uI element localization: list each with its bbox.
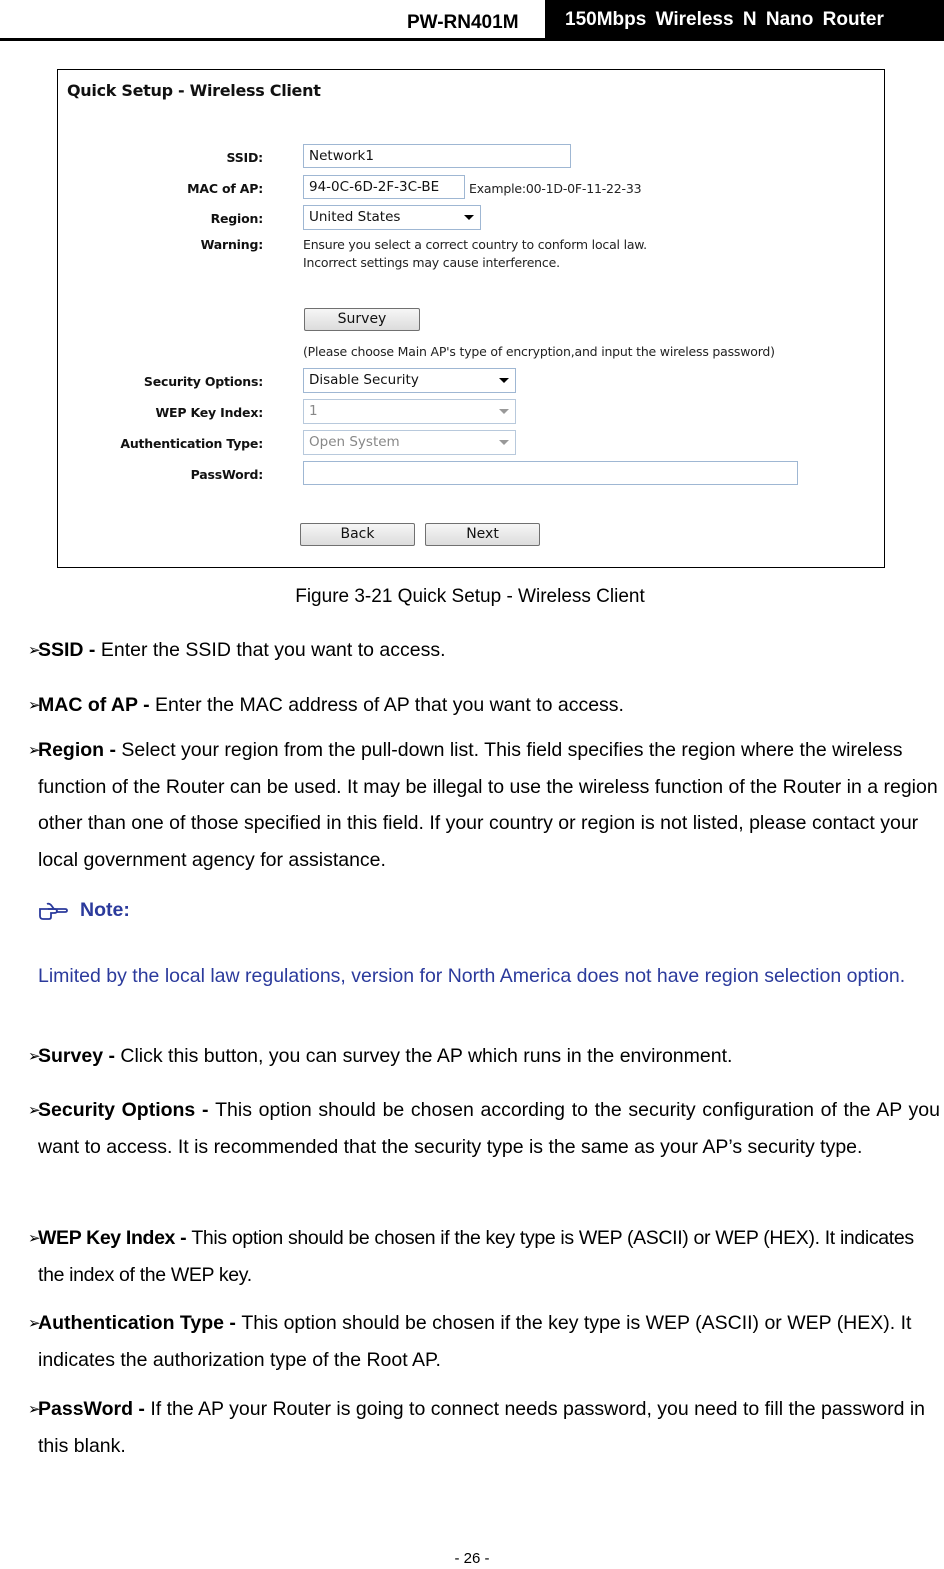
survey-button[interactable]: Survey: [304, 308, 420, 331]
pointing-hand-icon: [38, 902, 68, 920]
mac-example: Example:00-1D-0F-11-22-33: [469, 181, 642, 196]
mac-label: MAC of AP:: [187, 181, 263, 196]
note-heading: [38, 899, 130, 922]
note-label: Note:: [80, 899, 130, 921]
item-term: PassWord -: [38, 1398, 151, 1420]
screenshot-title: Quick Setup - Wireless Client: [67, 81, 321, 100]
item-text: Click this button, you can survey the AP which runs in the environment.: [120, 1045, 733, 1067]
mac-input[interactable]: 94-0C-6D-2F-3C-BE: [303, 175, 465, 199]
item-term: Authentication Type -: [38, 1312, 242, 1334]
item-text: If the AP your Router is going to connect needs password, you need to fill the password in this blank.: [38, 1398, 926, 1457]
page-number: - 26 -: [454, 1550, 490, 1567]
bullet-icon: ➢: [28, 1315, 41, 1332]
ssid-input[interactable]: Network1: [303, 144, 571, 168]
next-button[interactable]: Next: [425, 523, 540, 546]
product-title: 150Mbps Wireless N Nano Router: [545, 0, 944, 40]
password-label: PassWord:: [190, 467, 263, 482]
item-authentication-type: [38, 1305, 933, 1378]
item-mac: [38, 687, 940, 724]
bullet-icon: ➢: [28, 642, 41, 659]
warning-line-2: Incorrect settings may cause interference.: [303, 255, 560, 270]
bullet-icon: ➢: [28, 697, 41, 714]
region-value: United States: [309, 209, 401, 225]
figure-caption: Figure 3-21 Quick Setup - Wireless Client: [295, 586, 645, 607]
bullet-icon: ➢: [28, 1048, 41, 1065]
bullet-icon: ➢: [28, 1401, 41, 1418]
chevron-down-icon: [499, 409, 509, 414]
password-input[interactable]: [303, 461, 798, 485]
item-ssid: [38, 632, 940, 669]
security-options-value: Disable Security: [309, 372, 419, 388]
item-password: [38, 1391, 936, 1464]
note-text: Limited by the local law regulations, version for North America does not have region selection option.: [38, 965, 906, 987]
item-term: SSID -: [38, 639, 101, 661]
chevron-down-icon: [499, 440, 509, 445]
page-header: [0, 0, 944, 42]
survey-hint: (Please choose Main AP's type of encryption,and input the wireless password): [303, 344, 775, 359]
region-select[interactable]: [303, 205, 481, 230]
bullet-icon: ➢: [28, 1102, 41, 1119]
bullet-icon: ➢: [28, 1230, 41, 1247]
item-survey: [38, 1038, 940, 1075]
item-term: WEP Key Index -: [38, 1227, 192, 1249]
wep-key-index-value: 1: [309, 403, 318, 419]
authentication-type-select[interactable]: [303, 430, 516, 455]
item-term: Region -: [38, 739, 122, 761]
security-options-label: Security Options:: [143, 374, 263, 389]
item-wep-key-index: [38, 1220, 940, 1293]
header-rule: [0, 38, 944, 41]
item-text: Enter the MAC address of AP that you want to access.: [155, 694, 624, 716]
item-term: MAC of AP -: [38, 694, 155, 716]
bullet-icon: ➢: [28, 742, 41, 759]
quick-setup-screenshot: [57, 69, 885, 568]
item-text: This option should be chosen if the key type is WEP (ASCII) or WEP (HEX). It indicates the index of the WEP key.: [38, 1227, 914, 1286]
region-label: Region:: [210, 211, 263, 226]
chevron-down-icon: [499, 378, 509, 383]
item-region: [38, 732, 938, 878]
item-term: Security Options -: [38, 1099, 216, 1121]
wep-key-index-select[interactable]: [303, 399, 516, 424]
item-security-options: [38, 1092, 940, 1165]
authentication-type-value: Open System: [309, 434, 400, 450]
item-text: Enter the SSID that you want to access.: [100, 639, 446, 661]
item-text: This option should be chosen if the key type is WEP (ASCII) or WEP (HEX). It indicates the authorization type of the Root AP.: [38, 1312, 912, 1371]
authentication-type-label: Authentication Type:: [120, 436, 263, 451]
chevron-down-icon: [464, 215, 474, 220]
security-options-select[interactable]: [303, 368, 516, 393]
ssid-label: SSID:: [226, 150, 263, 165]
wep-key-index-label: WEP Key Index:: [155, 405, 263, 420]
item-term: Survey -: [38, 1045, 121, 1067]
back-button[interactable]: Back: [300, 523, 415, 546]
item-text: Select your region from the pull-down list. This field specifies the region where the wireless function of the Router can be used. It may be illegal to use the wireless function of the Router in a region other than one of those specified in this field. If your country or region is not listed, please contact your local government agency for assistance.: [38, 739, 938, 871]
warning-label: Warning:: [200, 237, 263, 252]
model-name: PW-RN401M: [407, 12, 519, 33]
warning-line-1: Ensure you select a correct country to conform local law.: [303, 237, 647, 252]
item-text: This option should be chosen according to the security configuration of the AP you want to access. It is recommended that the security type is the same as your AP’s security type.: [38, 1099, 941, 1158]
